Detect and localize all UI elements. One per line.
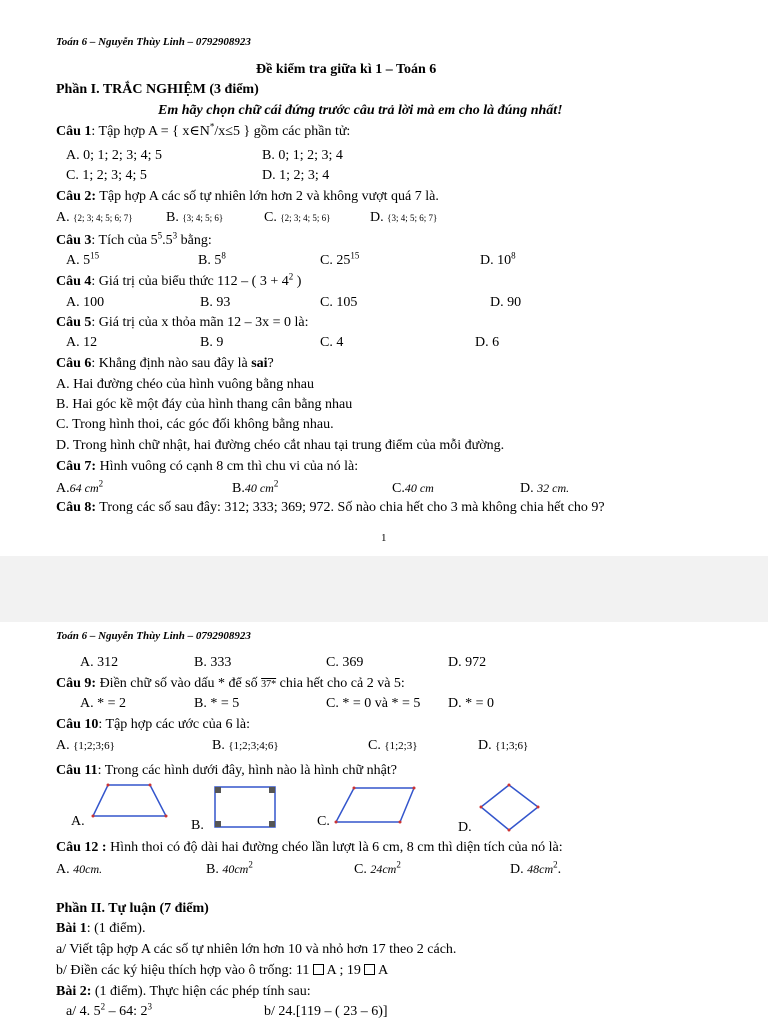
question-1: Câu 1: Tập hợp A = { x∈N*/x≤5 } gồm các phần tử: [56, 121, 351, 139]
question-label: Câu 5 [56, 315, 92, 330]
question-label: Câu 2: [56, 189, 97, 204]
option-a: A. 12 [66, 335, 98, 350]
question-label: Câu 10 [56, 717, 99, 732]
option-d: D. $10^8$ [480, 250, 516, 268]
bai-1-part-b: b/ Điền các ký hiệu thích hợp vào ô trống: 11 A ; 19 A [56, 963, 389, 978]
less-equal-symbol: ≤ [225, 124, 233, 139]
option-c: C. {1;2;3} [368, 738, 418, 753]
question-9: Câu 9: Điền chữ số vào dấu * để số 37* chia hết cho cả 2 và 5: [56, 676, 405, 691]
option-b: B. 333 [194, 655, 232, 670]
page-header: Toán 6 – Nguyễn Thùy Linh – 0792908923 [56, 630, 251, 642]
option-d: D. Trong hình chữ nhật, hai đường chéo cắt nhau tại trung điểm của mỗi đường. [56, 438, 505, 453]
question-12: Câu 12 : Hình thoi có độ dài hai đường chéo lần lượt là 6 cm, 8 cm thì diện tích của nó là: [56, 840, 563, 855]
question-7: Câu 7: Hình vuông có cạnh 8 cm thì chu vi của nó là: [56, 459, 359, 474]
blank-box-icon [364, 964, 375, 975]
option-d: D. 1; 2; 3; 4 [262, 168, 330, 183]
question-label: Câu 1 [56, 124, 92, 139]
element-of-symbol: ∈ [189, 124, 200, 139]
question-6: Câu 6: Khẳng định nào sau đây là sai? [56, 356, 274, 371]
option-a: A. 0; 1; 2; 3; 4; 5 [66, 148, 163, 163]
option-b: B. Hai góc kề một đáy của hình thang cân bằng nhau [56, 397, 353, 412]
question-label: Câu 8: [56, 500, 97, 515]
option-b: B. {3; 4; 5; 6} [166, 210, 224, 225]
option-a: A. 312 [80, 655, 119, 670]
option-a: A. 40cm. [56, 862, 103, 877]
question-5: Câu 5: Giá trị của x thỏa mãn 12 – 3x = 0 là: [56, 315, 309, 330]
option-d: D. {1;3;6} [478, 738, 529, 753]
option-c: C. 4 [320, 335, 344, 350]
question-label: Câu 7: [56, 459, 97, 474]
option-a: A. 100 [66, 295, 105, 310]
question-10: Câu 10: Tập hợp các ước của 6 là: [56, 717, 250, 732]
option-c: C. $24cm^2$ [354, 859, 401, 877]
option-d: D. $48cm^2$. [510, 859, 562, 877]
option-c: C. $25^{15}$ [320, 250, 360, 268]
option-a: A.64 $cm^2$ [56, 478, 104, 496]
figure-label-d: D. [458, 820, 472, 835]
option-c: C. * = 0 và * = 5 [326, 696, 421, 711]
bai-1-part-a: a/ Viết tập hợp A các số tự nhiên lớn hơn 10 và nhỏ hơn 17 theo 2 cách. [56, 942, 457, 957]
rectangle-figure [212, 784, 282, 834]
part-1-heading: Phần I. TRẮC NGHIỆM (3 điểm) [56, 82, 259, 97]
question-3: Câu 3: Tích của $5^5.5^3$ bằng: [56, 230, 212, 248]
option-b: B. 93 [200, 295, 231, 310]
instruction: Em hãy chọn chữ cái đứng trước câu trả lời mà em cho là đúng nhất! [158, 103, 563, 118]
trapezoid-figure [90, 782, 180, 832]
part-2-heading: Phần II. Tự luận (7 điểm) [56, 901, 209, 916]
question-label: Câu 6 [56, 356, 92, 371]
page-2 [0, 622, 768, 1024]
option-c: C. Trong hình thoi, các góc đối không bằng nhau. [56, 417, 334, 432]
question-label: Câu 3 [56, 233, 92, 248]
option-b: B. * = 5 [194, 696, 240, 711]
figure-label-a: A. [71, 814, 85, 829]
option-a: A. $5^{15}$ [66, 250, 100, 268]
page-number: 1 [381, 532, 387, 544]
question-label: Câu 11 [56, 763, 98, 778]
question-label: Câu 9: [56, 676, 97, 691]
option-d: D. * = 0 [448, 696, 495, 711]
option-c: C. 105 [320, 295, 358, 310]
bai-2-part-b: b/ 24.[119 – ( 23 – 6)] [264, 1004, 388, 1019]
parallelogram-figure [330, 782, 420, 832]
page-header: Toán 6 – Nguyễn Thùy Linh – 0792908923 [56, 36, 251, 48]
option-d: D. {3; 4; 5; 6; 7} [370, 210, 438, 225]
figure-label-c: C. [317, 814, 330, 829]
option-c: C. {2; 3; 4; 5; 6} [264, 210, 331, 225]
bai-2-part-a: a/ 4. $5^2 - 64$: $2^3$ [66, 1001, 152, 1019]
question-label: Câu 12 : [56, 840, 107, 855]
question-8: Câu 8: Trong các số sau đây: 312; 333; 369; 972. Số nào chia hết cho 3 mà không chia hết cho 9? [56, 500, 605, 515]
rhombus-figure [478, 782, 548, 838]
option-b: B. 9 [200, 335, 224, 350]
option-d: D. 6 [475, 335, 500, 350]
option-a: A. * = 2 [80, 696, 127, 711]
figure-label-b: B. [191, 818, 204, 833]
option-b: B. $5^8$ [198, 250, 226, 268]
question-2: Câu 2: Tập hợp A các số tự nhiên lớn hơn 2 và không vượt quá 7 là. [56, 189, 439, 204]
option-a: A. {1;2;3;6} [56, 738, 115, 753]
overlined-number: 37* [261, 679, 277, 690]
option-c: C.40 cm [392, 481, 434, 496]
option-d: D. 90 [490, 295, 522, 310]
question-label: Câu 4 [56, 274, 92, 289]
question-11: Câu 11: Trong các hình dưới đây, hình nào là hình chữ nhật? [56, 763, 397, 778]
bai-1-heading: Bài 1: (1 điểm). [56, 921, 146, 936]
option-b: B. {1;2;3;4;6} [212, 738, 279, 753]
option-c: C. 369 [326, 655, 364, 670]
option-a: A. Hai đường chéo của hình vuông bằng nhau [56, 377, 314, 392]
option-b: B. $40cm^2$ [206, 859, 253, 877]
option-d: D. 972 [448, 655, 487, 670]
option-a: A. {2; 3; 4; 5; 6; 7} [56, 210, 133, 225]
exam-title: Đề kiểm tra giữa kì 1 – Toán 6 [256, 62, 437, 77]
option-c: C. 1; 2; 3; 4; 5 [66, 168, 147, 183]
option-d: D. 32 cm. [520, 481, 570, 496]
bai-2-heading: Bài 2: (1 điểm). Thực hiện các phép tính sau: [56, 984, 311, 999]
option-b: B. 0; 1; 2; 3; 4 [262, 148, 343, 163]
question-4: Câu 4: Giá trị của biểu thức 112 – ( $3 + 4^2$ ) [56, 271, 302, 289]
option-b: B.40 $cm^2$ [232, 478, 279, 496]
blank-box-icon [313, 964, 324, 975]
